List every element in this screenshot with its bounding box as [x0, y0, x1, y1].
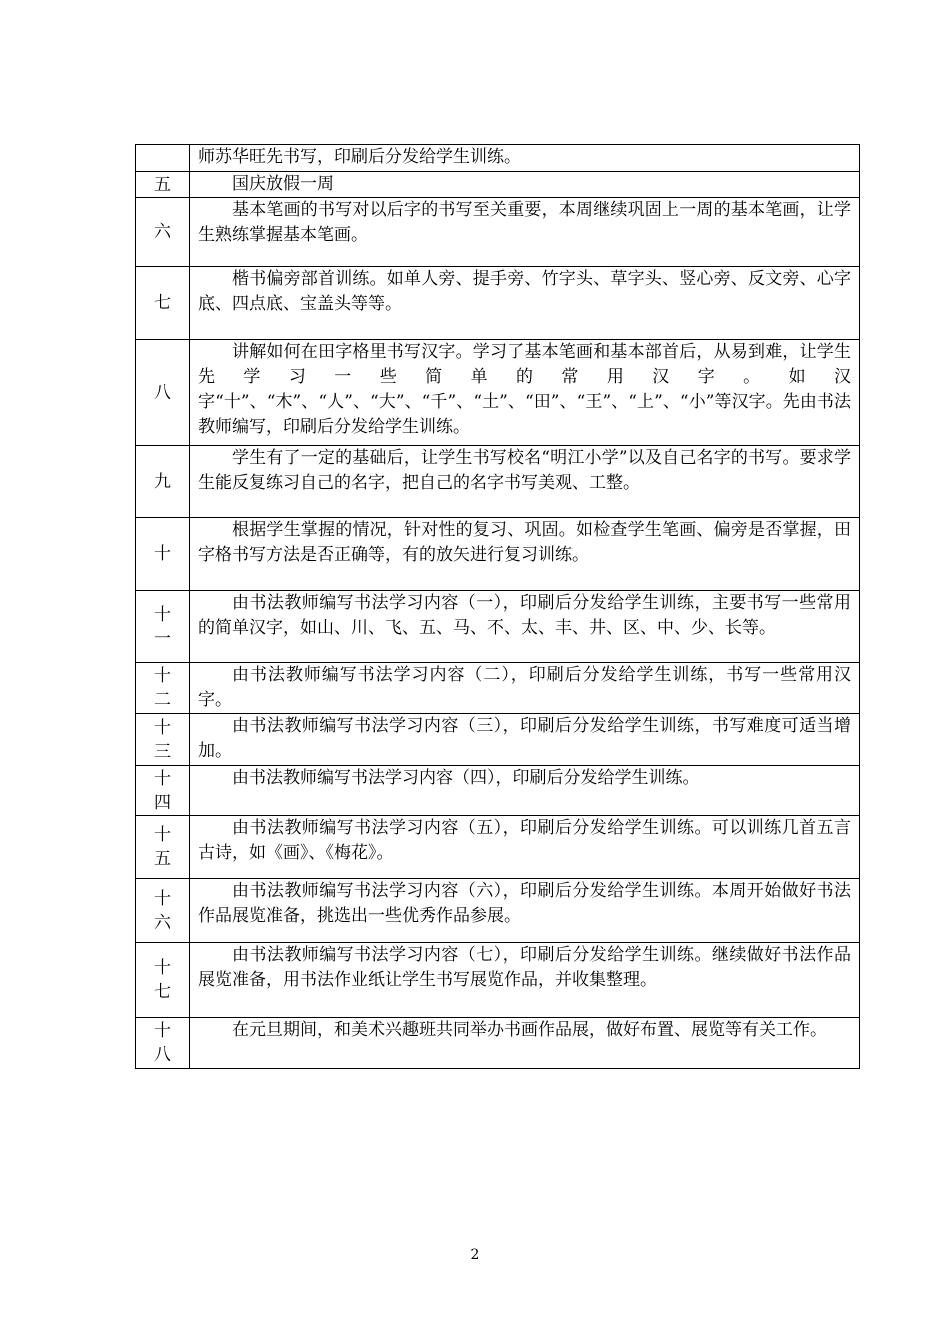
content-text: 楷书偏旁部首训练。如单人旁、提手旁、竹字头、草字头、竖心旁、反文旁、心字底、四点底、宝盖头等等。 [198, 269, 851, 314]
content-cell [190, 198, 860, 267]
content-cell [190, 267, 860, 340]
week-cell [136, 879, 190, 943]
week-cell [136, 340, 190, 446]
table-row [136, 446, 860, 518]
table-row [136, 518, 860, 591]
table-row [136, 879, 860, 943]
table-row [136, 145, 860, 172]
content-cell [190, 340, 860, 446]
schedule-table [135, 144, 860, 1069]
week-label: 十八 [154, 1021, 171, 1065]
week-cell [136, 518, 190, 591]
content-cell [190, 446, 860, 518]
week-label: 六 [154, 222, 171, 242]
content-cell [190, 816, 860, 879]
content-cell [190, 766, 860, 816]
week-cell [136, 1018, 190, 1069]
content-text: 讲解如何在田字格里书写汉字。学习了基本笔画和基本部首后，从易到难，让学生先学习一些简单的常用汉字。如汉字“十”、“木”、“人”、“大”、“千”、“土”、“田”、“王”、“上”、“小”等汉字。先由书法教师编写，印刷后分发给学生训练。 [198, 342, 851, 437]
content-text: 学生有了一定的基础后，让学生书写校名“明江小学”以及自己名字的书写。要求学生能反复练习自己的名字，把自己的名字书写美观、工整。 [198, 448, 851, 493]
week-cell [136, 198, 190, 267]
content-text: 由书法教师编写书法学习内容（一），印刷后分发给学生训练，主要书写一些常用的简单汉字，如山、川、飞、五、马、不、太、丰、井、区、中、少、长等。 [198, 593, 851, 638]
content-cell [190, 663, 860, 714]
week-cell [136, 145, 190, 172]
table-row [136, 591, 860, 663]
content-text: 在元旦期间，和美术兴趣班共同举办书画作品展，做好布置、展览等有关工作。 [232, 1020, 827, 1040]
content-text: 根据学生掌握的情况，针对性的复习、巩固。如检查学生笔画、偏旁是否掌握，田字格书写方法是否正确等，有的放矢进行复习训练。 [198, 520, 851, 565]
week-label: 十四 [154, 768, 171, 813]
table-row [136, 816, 860, 879]
content-cell [190, 1018, 860, 1069]
table-row [136, 943, 860, 1018]
week-cell [136, 172, 190, 198]
table-row [136, 172, 860, 198]
content-text: 由书法教师编写书法学习内容（七），印刷后分发给学生训练。继续做好书法作品展览准备，用书法作业纸让学生书写展览作品，并收集整理。 [198, 945, 851, 990]
content-text: 由书法教师编写书法学习内容（四），印刷后分发给学生训练。 [232, 768, 700, 788]
week-cell [136, 766, 190, 816]
week-label: 十七 [154, 958, 171, 1002]
week-label: 十三 [154, 717, 171, 762]
week-label: 十二 [154, 666, 171, 710]
page-number: 2 [470, 1247, 480, 1263]
content-cell [190, 172, 860, 198]
table-row [136, 1018, 860, 1069]
week-cell [136, 714, 190, 766]
week-label: 五 [154, 174, 171, 195]
table-row [136, 714, 860, 766]
table-row [136, 198, 860, 267]
week-label: 十五 [154, 825, 171, 869]
week-label: 十六 [154, 888, 171, 933]
week-cell [136, 816, 190, 879]
week-label: 七 [154, 293, 171, 313]
content-text: 由书法教师编写书法学习内容（三），印刷后分发给学生训练，书写难度可适当增加。 [198, 716, 851, 761]
table-row [136, 766, 860, 816]
content-text: 由书法教师编写书法学习内容（二），印刷后分发给学生训练，书写一些常用汉字。 [198, 665, 851, 710]
content-cell [190, 591, 860, 663]
week-label: 八 [154, 382, 171, 403]
content-text: 国庆放假一周 [232, 174, 334, 194]
week-cell [136, 591, 190, 663]
content-text: 基本笔画的书写对以后字的书写至关重要，本周继续巩固上一周的基本笔画，让学生熟练掌握基本笔画。 [198, 200, 851, 245]
week-label: 十一 [154, 604, 171, 649]
table-row [136, 267, 860, 340]
week-cell [136, 446, 190, 518]
content-text: 由书法教师编写书法学习内容（五），印刷后分发给学生训练。可以训练几首五言古诗，如《画》、《梅花》。 [198, 818, 851, 863]
week-label: 十 [154, 544, 171, 564]
week-cell [136, 943, 190, 1018]
content-cell [190, 518, 860, 591]
content-text: 师苏华旺先书写，印刷后分发给学生训练。 [198, 147, 521, 167]
content-cell [190, 943, 860, 1018]
content-cell [190, 879, 860, 943]
week-cell [136, 663, 190, 714]
table-row [136, 340, 860, 446]
content-cell [190, 714, 860, 766]
week-label: 九 [154, 471, 171, 492]
table-row [136, 663, 860, 714]
content-cell [190, 145, 860, 172]
week-cell [136, 267, 190, 340]
content-text: 由书法教师编写书法学习内容（六），印刷后分发给学生训练。本周开始做好书法作品展览准备，挑选出一些优秀作品参展。 [198, 881, 851, 926]
